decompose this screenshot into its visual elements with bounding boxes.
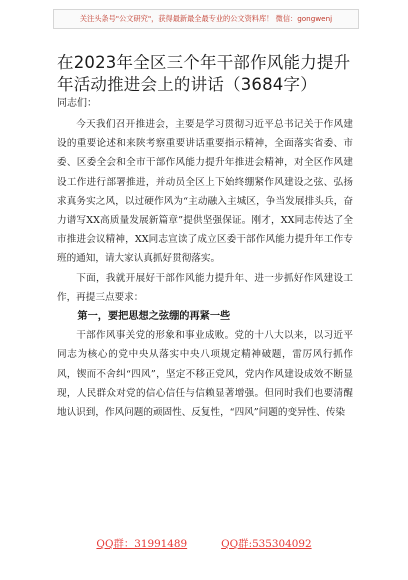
body-paragraph: 今天我们召开推进会，主要是学习贯彻习近平总书记关于作风建设的重要论述和来陕考察重要讲话重要指示精神，全面落实省委、市委、区委全会和全市干部作风能力提升年推进会精神，对全区作风建设工作进行部署推进，并动员全区上下始终绷紧作风建设之弦、弘扬求真务实之风，以过硬作风为“主动融入主城区，争当发展排头兵，奋力谱写XX高质量发展新篇章”提供坚强保证。刚才，XX同志传达了全市推进会议精神，XX同志宣读了成立区委干部作风能力提升年工作专班的通知，请大家认真抓好贯彻落实。 [57, 119, 353, 265]
promo-banner-text: 关注头条号"公文研究"，获得最新最全最专业的公文资料库！ 微信：gongwenj [79, 14, 333, 23]
section-heading: 第一，要把思想之弦绷的再紧一些 [77, 311, 231, 323]
body-paragraph: 下面，我就开展好干部作风能力提升年、进一步抓好作风建设工作，再提三点要求： [57, 272, 353, 303]
document-body [57, 115, 353, 422]
footer-qq-group-2[interactable]: QQ群:535304092 [221, 538, 312, 550]
footer [0, 535, 408, 550]
body-paragraph: 干部作风事关党的形象和事业成败。党的十八大以来，以习近平同志为核心的党中央从落实中央八项规定精神破题，雷厉风行抓作风，锲而不舍纠“四风”，坚定不移正党风，党内作风建设成效不断显现，人民群众对党的信心信任与信赖显著增强。但同时我们也要清醒地认识到，作风问题的顽固性、反复性，“四风”问题的变异性、传染 [57, 330, 353, 419]
footer-qq-group-1[interactable]: QQ群：31991489 [96, 538, 188, 550]
promo-banner [53, 9, 359, 29]
document-title: 在2023年全区三个年干部作风能力提升年活动推进会上的讲话（3684字） [57, 53, 351, 94]
salutation: 同志们： [57, 98, 97, 109]
